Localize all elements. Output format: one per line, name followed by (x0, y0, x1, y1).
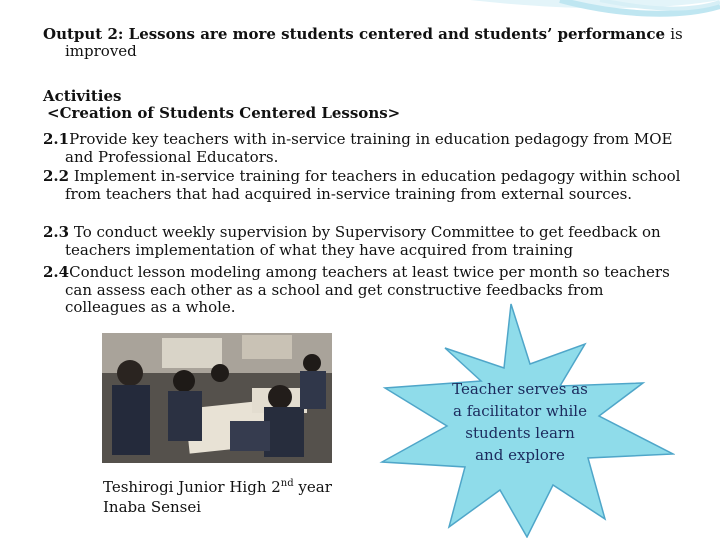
activity-item (43, 131, 688, 166)
callout-line: Teacher serves as (452, 380, 588, 398)
activity-number: 2.3 (43, 223, 70, 241)
callout-text (445, 378, 595, 466)
classroom-photo (102, 333, 332, 463)
photo-caption (103, 474, 332, 517)
activity-item (43, 224, 688, 259)
activity-text: Conduct lesson modeling among teachers at least twice per month so teachers can assess each other as a school and get constructive feedbacks from colleagues as a whole. (65, 263, 670, 316)
activity-text: To conduct weekly supervision by Supervisory Committee to get feedback on teachers implementation of what they have acquired from training (65, 223, 661, 259)
activity-number: 2.2 (43, 167, 70, 185)
photo-caption-line2: Inaba Sensei (103, 498, 202, 516)
activities-title: Activities (43, 87, 122, 105)
callout-line: a facilitator while (453, 402, 587, 420)
activity-text: Provide key teachers with in-service training in education pedagogy from MOE and Professional Educators. (65, 130, 673, 166)
output-heading-line1: Output 2: Lessons are more students centered and students’ performance (43, 25, 665, 43)
output-heading (43, 26, 705, 60)
activity-text: Implement in-service training for teachers in education pedagogy within school from teachers that had acquired in-service training from external sources. (65, 167, 681, 203)
activity-number: 2.1 (43, 130, 70, 148)
output-heading-line2: is improved (65, 25, 683, 60)
callout-line: students learn (465, 424, 575, 442)
activity-item (43, 168, 688, 203)
callout-line: and explore (475, 446, 565, 464)
activity-number: 2.4 (43, 263, 70, 281)
activities-subtitle: <Creation of Students Centered Lessons> (47, 104, 401, 122)
photo-caption-line1: Teshirogi Junior High 2nd year (103, 478, 332, 496)
